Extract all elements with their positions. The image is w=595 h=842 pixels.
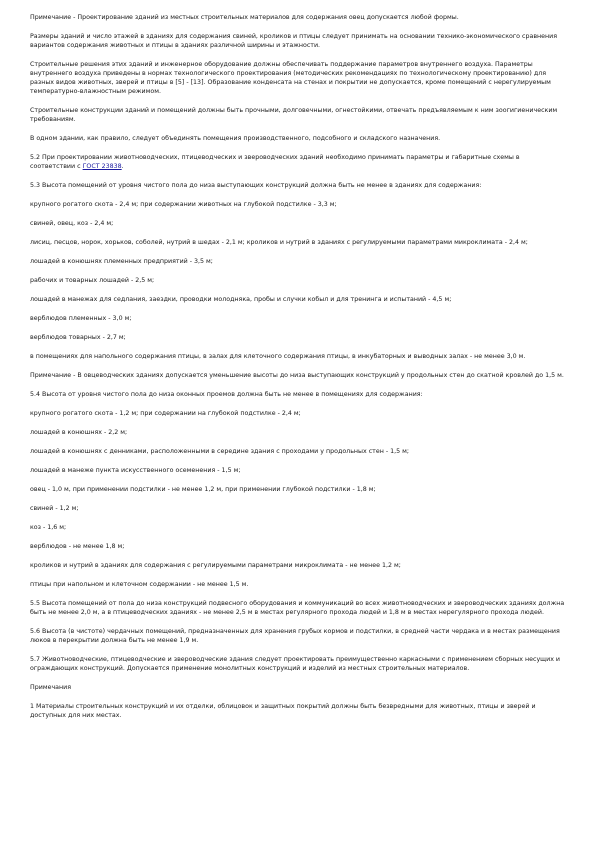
clause-5-6: 5.6 Высота (в чистоте) чердачных помещений, предназначенных для хранения грубых кормов и подстилки, в средней части чердака и в местах размещения люков в перекрытии должна быть не менее 1,9 м. [30, 628, 560, 644]
list-item: кроликов и нутрий в зданиях для содержания с регулируемыми параметрами микроклимата - не менее 1,2 м; [30, 562, 401, 569]
list-item: рабочих и товарных лошадей - 2,5 м; [30, 277, 155, 284]
paragraph: В одном здании, как правило, следует объединять помещения производственного, подсобного и складского назначения. [30, 135, 441, 142]
list-item: лисиц, песцов, норок, хорьков, соболей, нутрий в шедах - 2,1 м; кроликов и нутрий в зданиях с регулируемыми параметрами микроклимата - 2,4 м; [30, 239, 528, 246]
list-item: верблюдов товарных - 2,7 м; [30, 334, 126, 341]
list-item: овец - 1,0 м, при применении подстилки - не менее 1,2 м, при применении глубокой подстилки - 1,8 м; [30, 486, 376, 493]
list-item: лошадей в манежах для седлания, заездки, проводки молодняка, пробы и случки кобыл и для тренинга и испытаний - 4,5 м; [30, 296, 452, 303]
clause-5-7: 5.7 Животноводческие, птицеводческие и звероводческие здания следует проектировать преимущественно каркасными с применением сборных несущих и ограждающих конструкций. Допускается применение монолитных конструкций и изделий из местных строительных материалов. [30, 656, 561, 672]
clause-5-2-text: 5.2 При проектировании животноводческих, птицеводческих и звероводческих зданий необходимо принимать параметры и габаритные схемы в соответствии с [30, 154, 520, 170]
list-item: коз - 1,6 м; [30, 524, 67, 531]
paragraph: Строительные решения этих зданий и инженерное оборудование должны обеспечивать поддержание параметров внутреннего воздуха. Параметры внутреннего воздуха приведены в нормах технологического проектирования (методических рекомендациях по технологическому проектированию) для разных видов животных, зверей и птицы в [5] - [13]. Образование конденсата на стенах и покрытии не допускается, кроме помещений с нерегулируемым температурно-влажностным режимом. [30, 61, 551, 95]
list-item: лошадей в конюшнях - 2,2 м; [30, 429, 128, 436]
list-item: лошадей в конюшнях племенных предприятий - 3,5 м; [30, 258, 213, 265]
list-item: в помещениях для напольного содержания птицы, в залах для клеточного содержания птицы, в инкубаторных и выводных залах - не менее 3,0 м. [30, 353, 526, 360]
paragraph: Строительные конструкции зданий и помещений должны быть прочными, долговечными, огнестойкими, отвечать предъявляемым к ним зоогигиеническим требованиям. [30, 107, 558, 123]
list-item: птицы при напольном и клеточном содержании - не менее 1,5 м. [30, 581, 249, 588]
clause-5-5: 5.5 Высота помещений от пола до низа конструкций подвесного оборудования и коммуникаций во всех животноводческих и звероводческих зданиях должна быть не менее 2,0 м, а в птицеводческих зданиях - не менее 2,5 м в местах регулярного прохода людей и 1,8 м в местах нерегулярного прохода людей. [30, 600, 565, 616]
list-item: крупного рогатого скота - 2,4 м; при содержании животных на глубокой подстилке - 3,3 м; [30, 201, 337, 208]
clause-5-3: 5.3 Высота помещений от уровня чистого пола до низа выступающих конструкций должна быть не менее в зданиях для содержания: [30, 182, 482, 189]
notes-heading: Примечания [30, 684, 72, 691]
clause-5-2-end: . [121, 163, 124, 170]
list-item: лошадей в конюшнях с денниками, расположенными в середине здания с проходами у продольных стен - 1,5 м; [30, 448, 410, 455]
note-paragraph: Примечание - Проектирование зданий из местных строительных материалов для содержания овец допускается любой формы. [30, 14, 459, 21]
list-item: верблюдов - не менее 1,8 м; [30, 543, 125, 550]
list-item: свиней - 1,2 м; [30, 505, 79, 512]
gost-link[interactable]: ГОСТ 23838 [82, 163, 122, 170]
clause-5-2 [30, 153, 565, 171]
list-item: лошадей в манеже пункта искусственного осеменения - 1,5 м; [30, 467, 241, 474]
list-item: крупного рогатого скота - 1,2 м; при содержании на глубокой подстилке - 2,4 м; [30, 410, 301, 417]
note-item: 1 Материалы строительных конструкций и их отделки, облицовок и защитных покрытий должны быть безвредными для животных, птицы и зверей и доступных для них местах. [30, 703, 536, 719]
clause-5-4: 5.4 Высота от уровня чистого пола до низа оконных проемов должна быть не менее в помещениях для содержания: [30, 391, 423, 398]
note-paragraph: Примечание - В овцеводческих зданиях допускается уменьшение высоты до низа выступающих конструкций у продольных стен до скатной кровлей до 1,5 м. [30, 372, 564, 379]
list-item: верблюдов племенных - 3,0 м; [30, 315, 132, 322]
paragraph: Размеры зданий и число этажей в зданиях для содержания свиней, кроликов и птицы следует принимать на основании технико-экономического сравнения вариантов содержания животных и птицы в зданиях различной ширины и этажности. [30, 33, 558, 49]
list-item: свиней, овец, коз - 2,4 м; [30, 220, 114, 227]
